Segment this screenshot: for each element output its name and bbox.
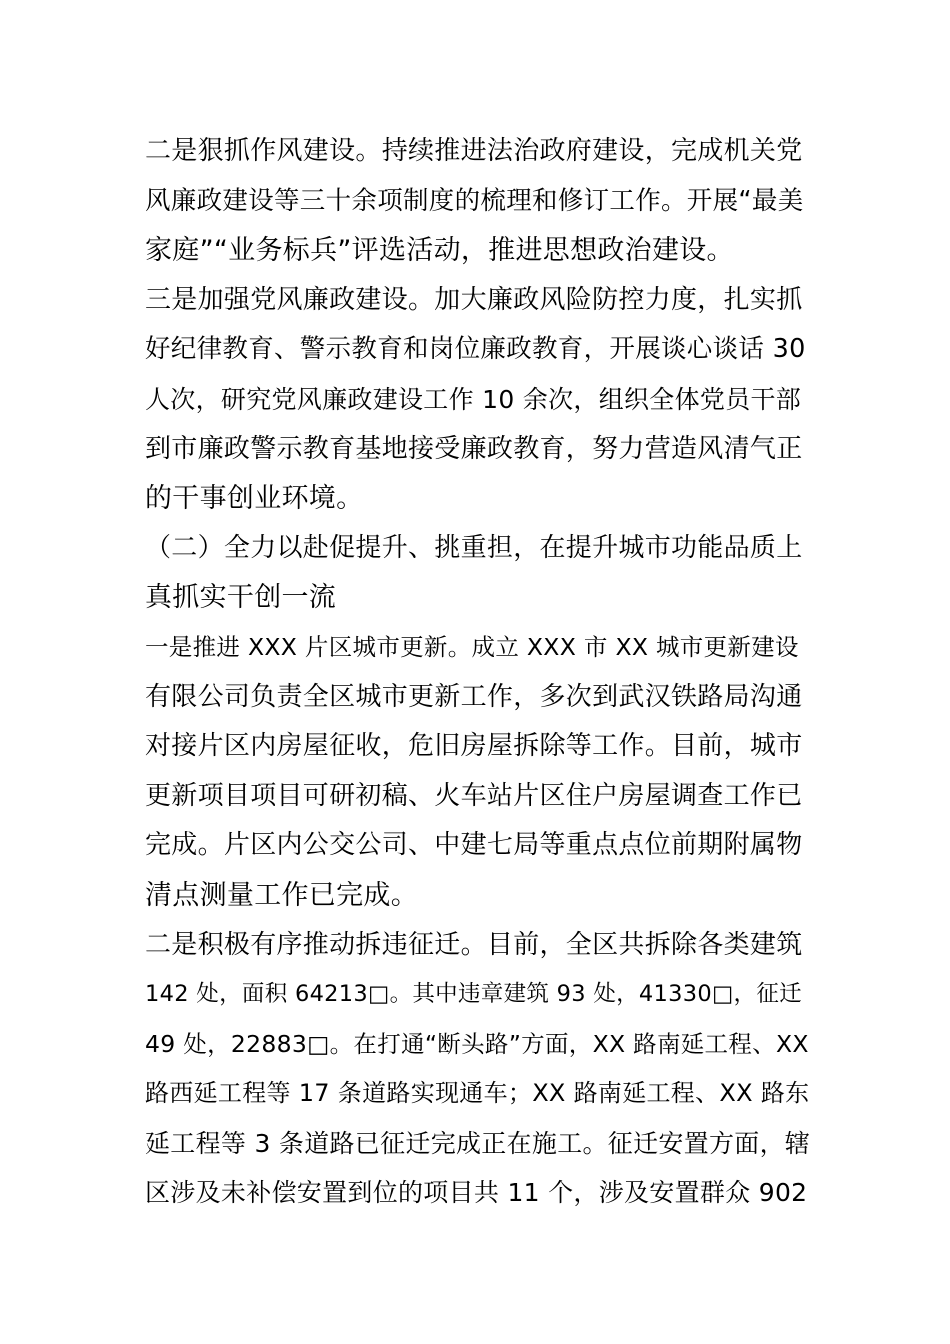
section-heading-line: （二）全力以赴促提升、挑重担，在提升城市功能品质上 [145,532,803,563]
paragraph-line: 风廉政建设等三十余项制度的梳理和修订工作。开展“最美 [145,185,804,216]
section-heading-line: 真抓实干创一流 [145,582,337,614]
paragraph-line: 更新项目项目可研初稿、火车站片区住户房屋调查工作已 [145,780,803,811]
paragraph-line: 对接片区内房屋征收，危旧房屋拆除等工作。目前，城市 [145,731,803,762]
paragraph-line: 二是狠抓作风建设。持续推进法治政府建设，完成机关党 [145,136,803,166]
paragraph-line: 三是加强党风廉政建设。加大廉政风险防控力度，扎实抓 [145,284,803,315]
paragraph-line: 延工程等 3 条道路已征迁完成正在施工。征迁安置方面，辖 [145,1128,811,1158]
paragraph-line: 二是积极有序推动拆违征迁。目前，全区共拆除各类建筑 [145,929,803,960]
paragraph-line: 一是推进 XXX 片区城市更新。成立 XXX 市 XX 城市更新建设 [145,632,799,661]
paragraph-line: 路西延工程等 17 条道路实现通车；XX 路南延工程、XX 路东 [145,1079,810,1108]
paragraph-line: 到市廉政警示教育基地接受廉政教育，努力营造风清气正 [145,433,803,464]
paragraph-line: 区涉及未补偿安置到位的项目共 11 个，涉及安置群众 902 [145,1178,808,1208]
paragraph-line: 完成。片区内公交公司、中建七局等重点点位前期附属物 [145,830,803,861]
paragraph-line: 家庭”“业务标兵”评选活动，推进思想政治建设。 [145,235,734,267]
paragraph-line: 好纪律教育、警示教育和岗位廉政教育，开展谈心谈话 30 [145,334,806,365]
paragraph-line: 清点测量工作已完成。 [145,879,418,911]
paragraph-line: 142 处，面积 64213□。其中违章建筑 93 处，41330□，征迁 [145,981,802,1008]
paragraph-line: 49 处，22883□。在打通“断头路”方面，XX 路南延工程、XX [145,1029,809,1058]
paragraph-line: 人次，研究党风廉政建设工作 10 余次，组织全体党员干部 [145,384,802,414]
document-body [145,127,810,1218]
paragraph-line: 有限公司负责全区城市更新工作，多次到武汉铁路局沟通 [145,681,803,712]
paragraph-line: 的干事创业环境。 [145,483,364,515]
